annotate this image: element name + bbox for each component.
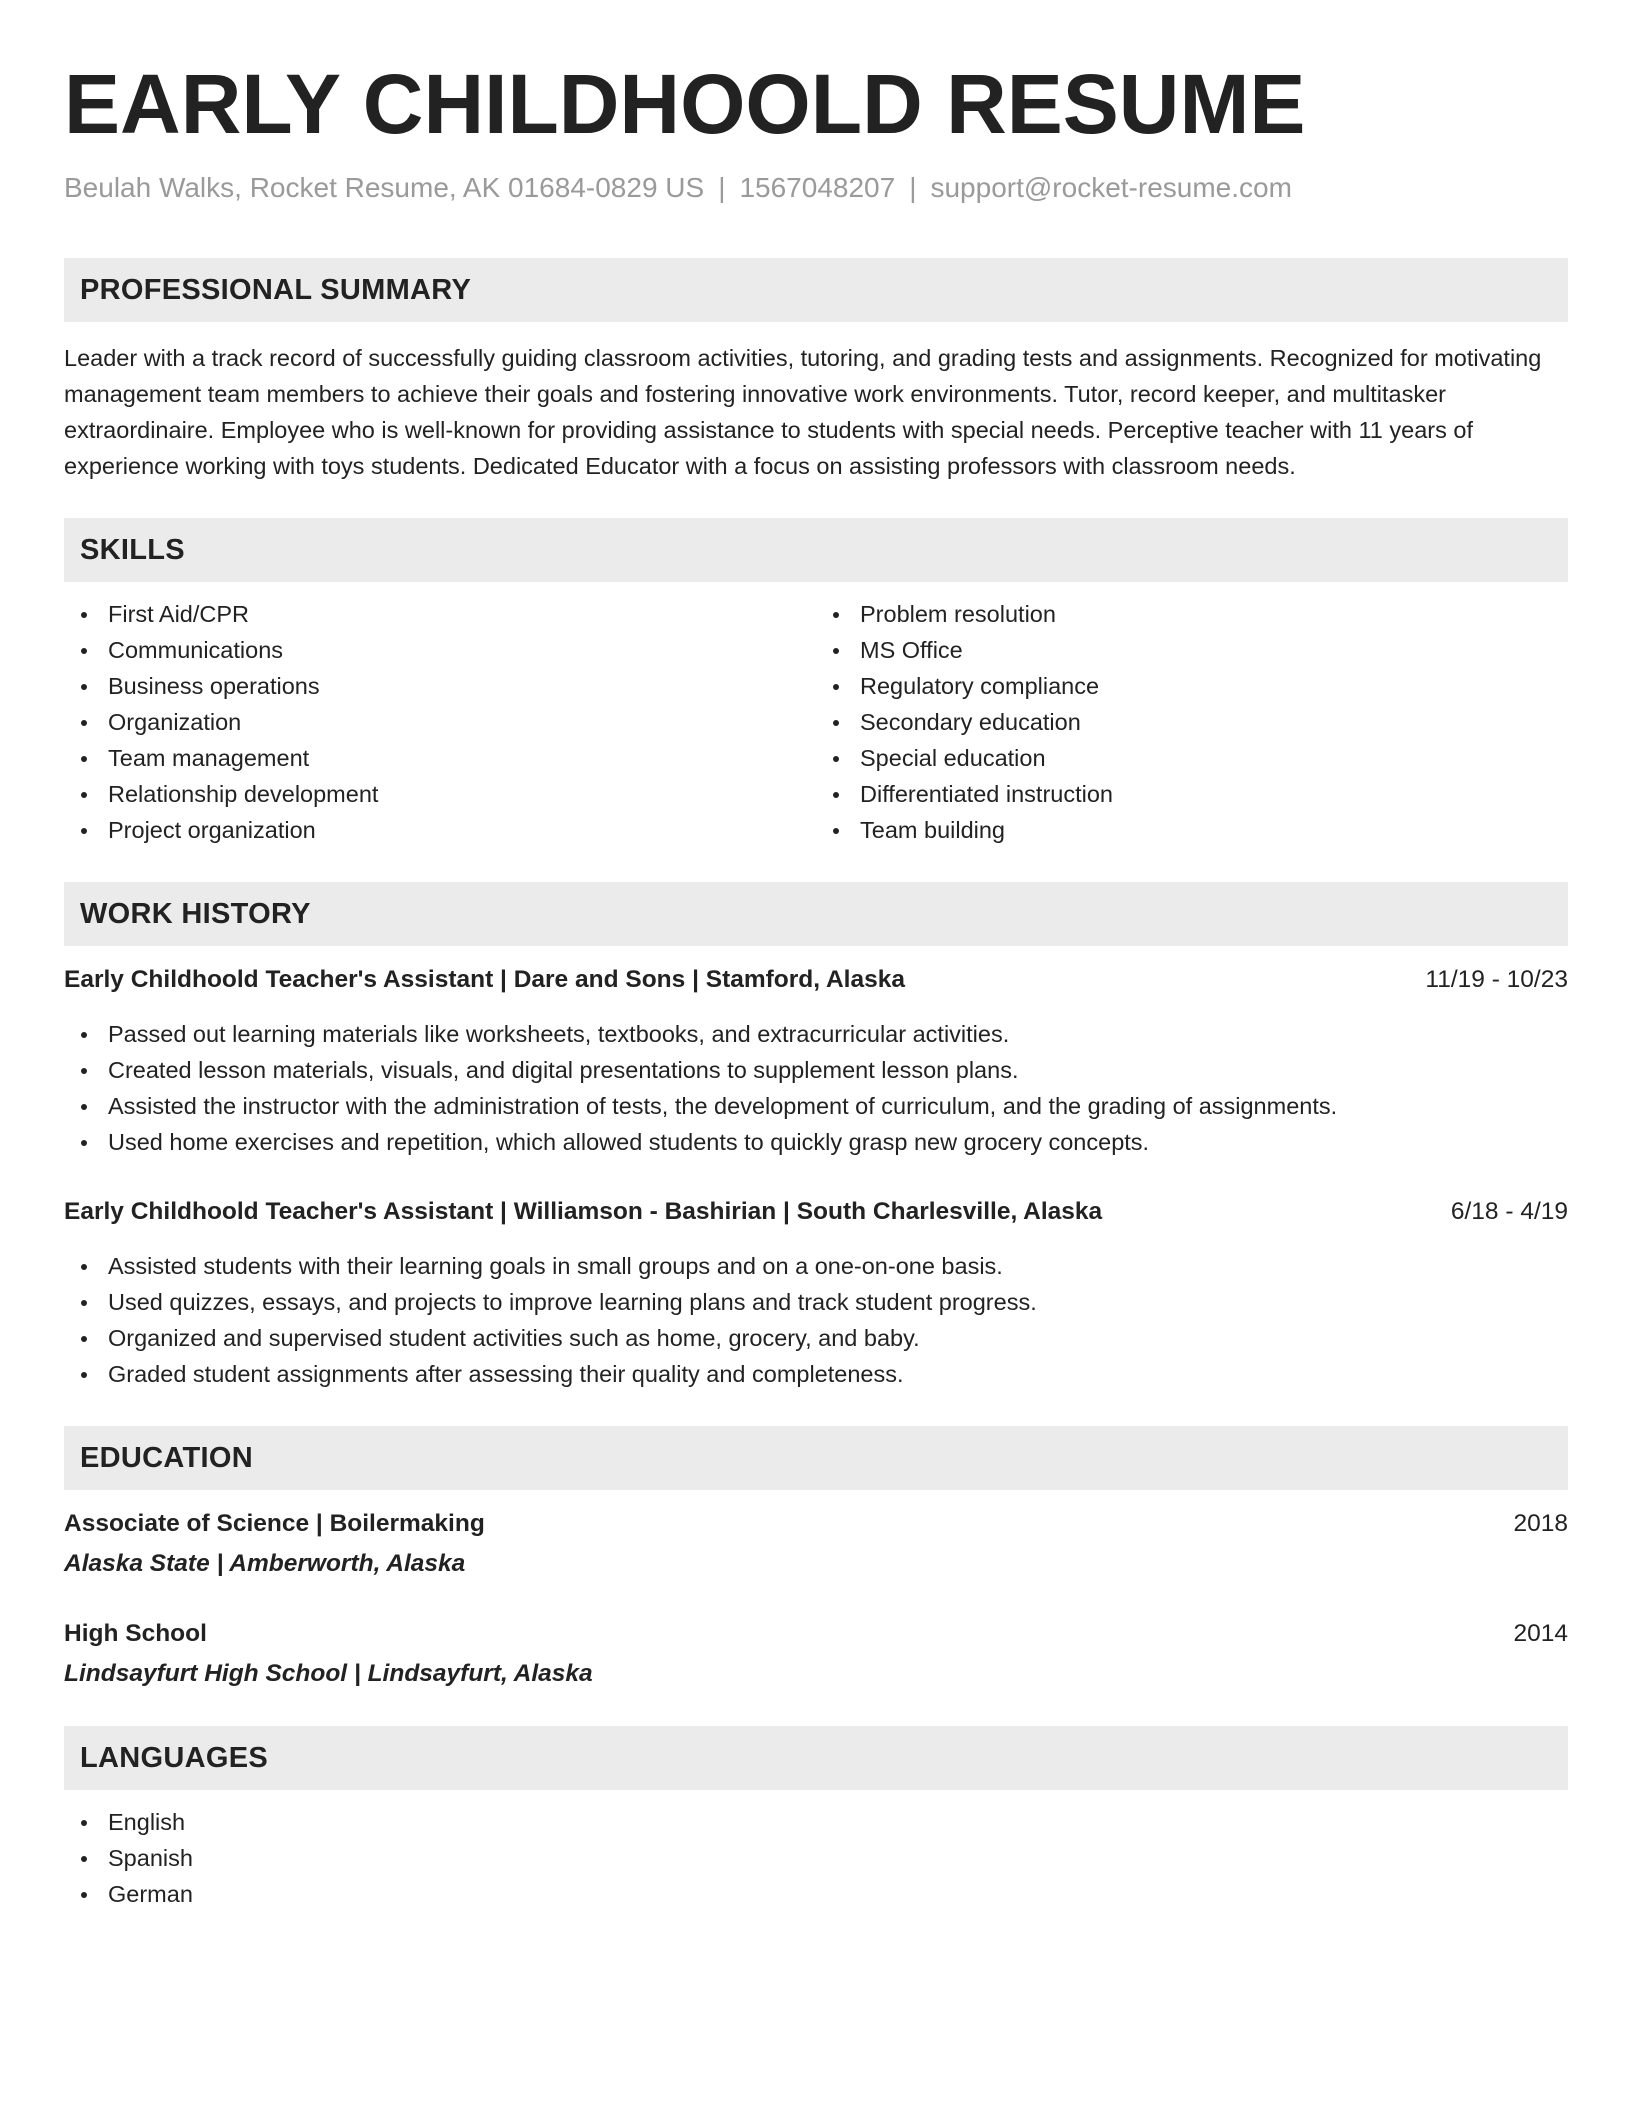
work-history-heading: WORK HISTORY [64, 882, 1568, 946]
education-heading: EDUCATION [64, 1426, 1568, 1490]
skill-item: Problem resolution [860, 596, 1568, 632]
education-degree: High School [64, 1620, 207, 1647]
job-dates: 6/18 - 4/19 [1450, 1198, 1568, 1225]
languages-heading: LANGUAGES [64, 1726, 1568, 1790]
job-duty-item: Passed out learning materials like worksheets, textbooks, and extracurricular activities. [108, 1016, 1568, 1052]
contact-phone: 1567048207 [739, 172, 896, 203]
education-entry-header [64, 1506, 1568, 1542]
skill-item: MS Office [860, 632, 1568, 668]
education-entry-header [64, 1616, 1568, 1652]
contact-separator: | [909, 172, 917, 203]
summary-text: Leader with a track record of successfully guiding classroom activities, tutoring, and grading tests and assignments. Recognized for motivating management team members to achieve their goals and fostering innovative work environments. Tutor, record keeper, and multitasker extraordinaire. Employee who is well-known for providing assistance to students with special needs. Perceptive teacher with 11 years of experience working with toys students. Dedicated Educator with a focus on assisting professors with classroom needs. [64, 345, 1542, 479]
education-year: 2014 [1513, 1620, 1568, 1647]
job-title: Early Childhoold Teacher's Assistant | Dare and Sons | Stamford, Alaska [64, 966, 905, 993]
job-duties-list [64, 1016, 1568, 1160]
contact-separator: | [718, 172, 726, 203]
education-school: Lindsayfurt High School | Lindsayfurt, Alaska [64, 1660, 593, 1687]
job-duty-item: Graded student assignments after assessing their quality and completeness. [108, 1356, 1568, 1392]
resume-title: EARLY CHILDHOOLD RESUME [64, 57, 1306, 151]
skill-item: Communications [108, 632, 816, 668]
skill-item: Differentiated instruction [860, 776, 1568, 812]
job-dates: 11/19 - 10/23 [1425, 966, 1568, 993]
job-duty-item: Assisted students with their learning goals in small groups and on a one-on-one basis. [108, 1248, 1568, 1284]
skill-item: Organization [108, 704, 816, 740]
skill-item: Special education [860, 740, 1568, 776]
skill-item: Regulatory compliance [860, 668, 1568, 704]
skill-item: Team management [108, 740, 816, 776]
skills-list [64, 596, 1568, 848]
skills-column-left [64, 596, 816, 848]
language-item: Spanish [108, 1840, 1568, 1876]
job-entry-header [64, 962, 1568, 998]
job-entry-header [64, 1194, 1568, 1230]
job-duty-item: Used home exercises and repetition, which allowed students to quickly grasp new grocery concepts. [108, 1124, 1568, 1160]
education-degree: Associate of Science | Boilermaking [64, 1510, 485, 1537]
languages-list [64, 1804, 1568, 1912]
skill-item: Relationship development [108, 776, 816, 812]
contact-address: Beulah Walks, Rocket Resume, AK 01684-0829 US [64, 172, 705, 203]
skill-item: Secondary education [860, 704, 1568, 740]
job-duty-item: Organized and supervised student activities such as home, grocery, and baby. [108, 1320, 1568, 1356]
job-duty-item: Assisted the instructor with the administration of tests, the development of curriculum, and the grading of assignments. [108, 1088, 1568, 1124]
language-item: English [108, 1804, 1568, 1840]
education-school: Alaska State | Amberworth, Alaska [64, 1550, 466, 1577]
skill-item: Project organization [108, 812, 816, 848]
summary-heading: PROFESSIONAL SUMMARY [64, 258, 1568, 322]
skill-item: First Aid/CPR [108, 596, 816, 632]
job-duty-item: Created lesson materials, visuals, and digital presentations to supplement lesson plans. [108, 1052, 1568, 1088]
language-item: German [108, 1876, 1568, 1912]
contact-email: support@rocket-resume.com [930, 172, 1292, 203]
job-duty-item: Used quizzes, essays, and projects to improve learning plans and track student progress. [108, 1284, 1568, 1320]
skill-item: Team building [860, 812, 1568, 848]
education-year: 2018 [1513, 1510, 1568, 1537]
contact-line [64, 170, 1568, 206]
skills-column-right [816, 596, 1568, 848]
skills-heading: SKILLS [64, 518, 1568, 582]
job-title: Early Childhoold Teacher's Assistant | Williamson - Bashirian | South Charlesville, Alaska [64, 1198, 1103, 1225]
skill-item: Business operations [108, 668, 816, 704]
job-duties-list [64, 1248, 1568, 1392]
